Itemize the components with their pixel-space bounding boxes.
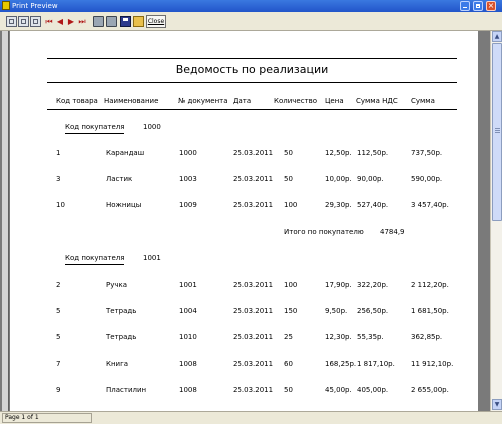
vertical-scrollbar[interactable]	[490, 31, 502, 411]
row-date: 25.03.2011	[233, 149, 274, 157]
report-title: Ведомость по реализации	[175, 63, 329, 76]
row-doc: 1004	[179, 307, 197, 315]
group-code: 1001	[143, 254, 161, 262]
row-vat: 90,00р.	[357, 175, 384, 183]
window-title: Print Preview	[12, 2, 58, 10]
row-date: 25.03.2011	[233, 201, 274, 209]
scroll-up-button[interactable]: ▲	[492, 31, 502, 42]
column-header-price: Цена	[325, 97, 344, 105]
preview-area	[0, 31, 490, 411]
row-sum: 11 912,10р.	[411, 360, 454, 368]
scroll-thumb[interactable]	[492, 43, 502, 221]
column-header-doc: № документа	[178, 97, 228, 105]
last-page-icon[interactable]: ⏭	[78, 17, 86, 26]
zoom-grid-icon[interactable]	[6, 16, 17, 27]
row-date: 25.03.2011	[233, 333, 274, 341]
row-sum: 737,50р.	[411, 149, 443, 157]
save-icon[interactable]	[120, 16, 131, 27]
title-rule-bottom	[47, 82, 457, 83]
column-header-date: Дата	[233, 97, 252, 105]
row-vat: 322,20р.	[357, 281, 389, 289]
preview-toolbar	[0, 13, 502, 31]
row-qty: 100	[284, 201, 298, 209]
group-label: Код покупателя	[65, 254, 124, 265]
row-doc: 1000	[179, 149, 197, 157]
status-bar	[0, 411, 502, 424]
column-header-qty: Количество	[274, 97, 318, 105]
row-code: 2	[56, 281, 61, 289]
row-date: 25.03.2011	[233, 360, 274, 368]
row-doc: 1001	[179, 281, 197, 289]
row-price: 10,00р.	[325, 175, 352, 183]
row-doc: 1003	[179, 175, 197, 183]
row-sum: 362,85р.	[411, 333, 443, 341]
close-button[interactable]: Close	[146, 15, 166, 28]
row-name: Ручка	[106, 281, 128, 289]
row-doc: 1010	[179, 333, 197, 341]
row-qty: 50	[284, 149, 293, 157]
row-qty: 25	[284, 333, 293, 341]
row-vat: 112,50р.	[357, 149, 389, 157]
row-name: Тетрадь	[106, 333, 137, 341]
multi-page-icon[interactable]	[30, 16, 41, 27]
row-name: Тетрадь	[106, 307, 137, 315]
group-total-label: Итого по покупателю	[284, 228, 364, 236]
group-code: 1000	[143, 123, 161, 131]
prev-page-icon[interactable]: ◀	[56, 17, 64, 26]
row-price: 17,90р.	[325, 281, 352, 289]
row-doc: 1008	[179, 360, 197, 368]
row-date: 25.03.2011	[233, 386, 274, 394]
page-view-icon[interactable]	[18, 16, 29, 27]
row-qty: 60	[284, 360, 293, 368]
row-sum: 3 457,40р.	[411, 201, 449, 209]
row-qty: 50	[284, 175, 293, 183]
row-vat: 405,00р.	[357, 386, 389, 394]
row-sum: 1 681,50р.	[411, 307, 449, 315]
row-name: Карандаш	[106, 149, 145, 157]
scroll-down-button[interactable]: ▼	[492, 399, 502, 410]
row-price: 45,00р.	[325, 386, 352, 394]
row-code: 7	[56, 360, 61, 368]
row-doc: 1008	[179, 386, 197, 394]
page-shadow	[2, 31, 9, 411]
row-sum: 590,00р.	[411, 175, 443, 183]
app-icon	[2, 1, 10, 10]
next-page-icon[interactable]: ▶	[67, 17, 75, 26]
row-sum: 2 655,00р.	[411, 386, 449, 394]
title-rule-top	[47, 58, 457, 59]
maximize-button[interactable]	[473, 1, 483, 11]
window-close-button[interactable]: ×	[487, 1, 495, 10]
row-vat: 527,40р.	[357, 201, 389, 209]
open-icon[interactable]	[133, 16, 144, 27]
row-vat: 55,35р.	[357, 333, 384, 341]
row-price: 12,50р.	[325, 149, 352, 157]
first-page-icon[interactable]: ⏮	[45, 17, 53, 26]
row-code: 5	[56, 333, 61, 341]
print-setup-icon[interactable]	[106, 16, 117, 27]
column-header-name: Наименование	[104, 97, 159, 105]
row-date: 25.03.2011	[233, 281, 274, 289]
header-rule	[47, 109, 457, 110]
row-code: 1	[56, 149, 61, 157]
row-sum: 2 112,20р.	[411, 281, 449, 289]
row-code: 3	[56, 175, 61, 183]
row-vat: 256,50р.	[357, 307, 389, 315]
row-price: 12,30р.	[325, 333, 352, 341]
column-header-vat: Сумма НДС	[356, 97, 398, 105]
group-label: Код покупателя	[65, 123, 124, 134]
row-date: 25.03.2011	[233, 175, 274, 183]
row-name: Ножницы	[106, 201, 142, 209]
row-qty: 100	[284, 281, 298, 289]
minimize-button[interactable]	[460, 1, 470, 11]
column-header-code: Код товара	[56, 97, 98, 105]
row-code: 5	[56, 307, 61, 315]
group-total-value: 4784,9	[380, 228, 405, 236]
report-page	[10, 31, 478, 411]
row-name: Пластилин	[106, 386, 147, 394]
row-price: 9,50р.	[325, 307, 348, 315]
window-titlebar	[0, 0, 502, 12]
row-qty: 150	[284, 307, 298, 315]
row-doc: 1009	[179, 201, 197, 209]
row-qty: 50	[284, 386, 293, 394]
print-icon[interactable]	[93, 16, 104, 27]
row-name: Ластик	[106, 175, 133, 183]
row-code: 9	[56, 386, 61, 394]
page-indicator-text: Page 1 of 1	[5, 414, 39, 421]
row-vat: 1 817,10р.	[357, 360, 395, 368]
column-header-sum: Сумма	[411, 97, 435, 105]
row-code: 10	[56, 201, 65, 209]
row-price: 29,30р.	[325, 201, 352, 209]
row-date: 25.03.2011	[233, 307, 274, 315]
row-name: Книга	[106, 360, 129, 368]
row-price: 168,25р.	[325, 360, 357, 368]
page-indicator	[2, 413, 92, 423]
